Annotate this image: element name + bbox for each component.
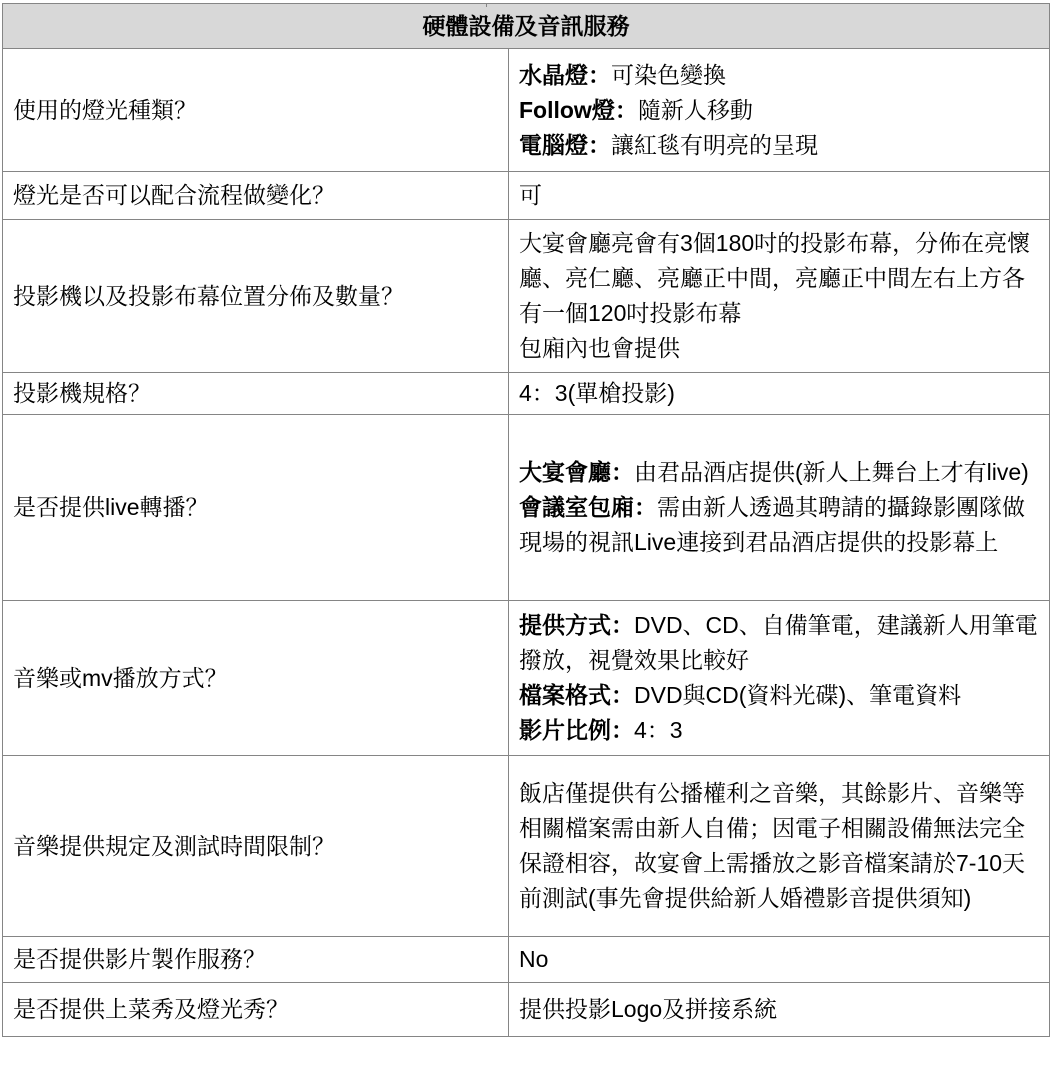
table-row [3,937,1050,983]
answer-line [519,331,1039,366]
answer-line [519,713,1039,748]
answer-cell [509,172,1050,220]
answer-text: 大宴會廳亮會有3個180吋的投影布幕，分佈在亮懷廳、亮仁廳、亮廳正中間，亮廳正中間左右上方各有一個120吋投影布幕 [519,230,1031,326]
answer-text: 可染色變換 [611,61,726,88]
answer-line [519,93,1039,128]
answer-label: 水晶燈： [519,61,611,88]
answer-line [519,128,1039,163]
question-cell: 使用的燈光種類？ [3,49,509,172]
answer-cell [509,601,1050,756]
answer-line [519,992,1039,1027]
answer-cell [509,49,1050,172]
answer-line [519,455,1039,490]
answer-label: 會議室包廂： [519,494,657,520]
table-row [3,373,1050,415]
answer-text: DVD、CD、自備筆電，建議新人用筆電撥放，視覺效果比較好 [519,612,1038,673]
answer-line [519,178,1039,213]
question-cell: 音樂提供規定及測試時間限制？ [3,756,509,937]
answer-line [519,942,1039,977]
answer-cell [509,937,1050,983]
document-page [0,3,1054,1066]
answer-line [519,608,1039,678]
table-header-row [3,4,1050,49]
table-row [3,601,1050,756]
answer-line [519,490,1039,560]
answer-line [519,226,1039,331]
answer-label: 大宴會廳： [519,459,634,485]
answer-line [519,58,1039,93]
answer-cell [509,415,1050,601]
answer-text: 可 [519,182,542,208]
answer-line [519,776,1039,916]
table-row [3,983,1050,1037]
question-cell: 投影機以及投影布幕位置分佈及數量？ [3,220,509,373]
answer-text: 飯店僅提供有公播權利之音樂，其餘影片、音樂等相關檔案需由新人自備；因電子相關設備無法完全保證相容，故宴會上需播放之影音檔案請於7-10天前測試(事先會提供給新人婚禮影音提供須知) [519,780,1026,911]
question-cell: 投影機規格？ [3,373,509,415]
answer-line [519,678,1039,713]
answer-cell [509,756,1050,937]
question-cell: 是否提供影片製作服務？ [3,937,509,983]
hardware-av-service-table [2,3,1050,1037]
answer-text: 包廂內也會提供 [519,335,680,361]
table-row [3,172,1050,220]
answer-text: No [519,946,549,972]
answer-label: 電腦燈： [519,131,611,158]
answer-text: 4：3(單槍投影) [519,380,675,406]
answer-text: 讓紅毯有明亮的呈現 [611,131,818,158]
table-title: 硬體設備及音訊服務 [3,4,1050,49]
answer-line [519,376,1039,411]
answer-label: 檔案格式： [519,682,634,708]
table-row [3,220,1050,373]
table-row [3,756,1050,937]
table-row [3,415,1050,601]
answer-text: 4：3 [634,717,683,743]
answer-text: 由君品酒店提供(新人上舞台上才有live) [634,459,1029,485]
answer-text: 隨新人移動 [637,96,753,123]
question-cell: 是否提供live轉播？ [3,415,509,601]
answer-cell [509,220,1050,373]
question-cell: 音樂或mv播放方式？ [3,601,509,756]
answer-label: 提供方式： [519,612,634,638]
question-cell: 燈光是否可以配合流程做變化？ [3,172,509,220]
answer-text: DVD與CD(資料光碟)、筆電資料 [634,682,962,708]
answer-label: 影片比例： [519,717,634,743]
answer-cell [509,983,1050,1037]
answer-text: 提供投影Logo及拼接系統 [519,996,778,1022]
question-cell: 是否提供上菜秀及燈光秀？ [3,983,509,1037]
table-row [3,49,1050,172]
answer-text: 需由新人透過其聘請的攝錄影團隊做現場的視訊Live連接到君品酒店提供的投影幕上 [519,494,1025,555]
answer-label: Follow燈： [519,96,638,123]
answer-cell [509,373,1050,415]
cropped-table-border-artifact [486,3,487,7]
